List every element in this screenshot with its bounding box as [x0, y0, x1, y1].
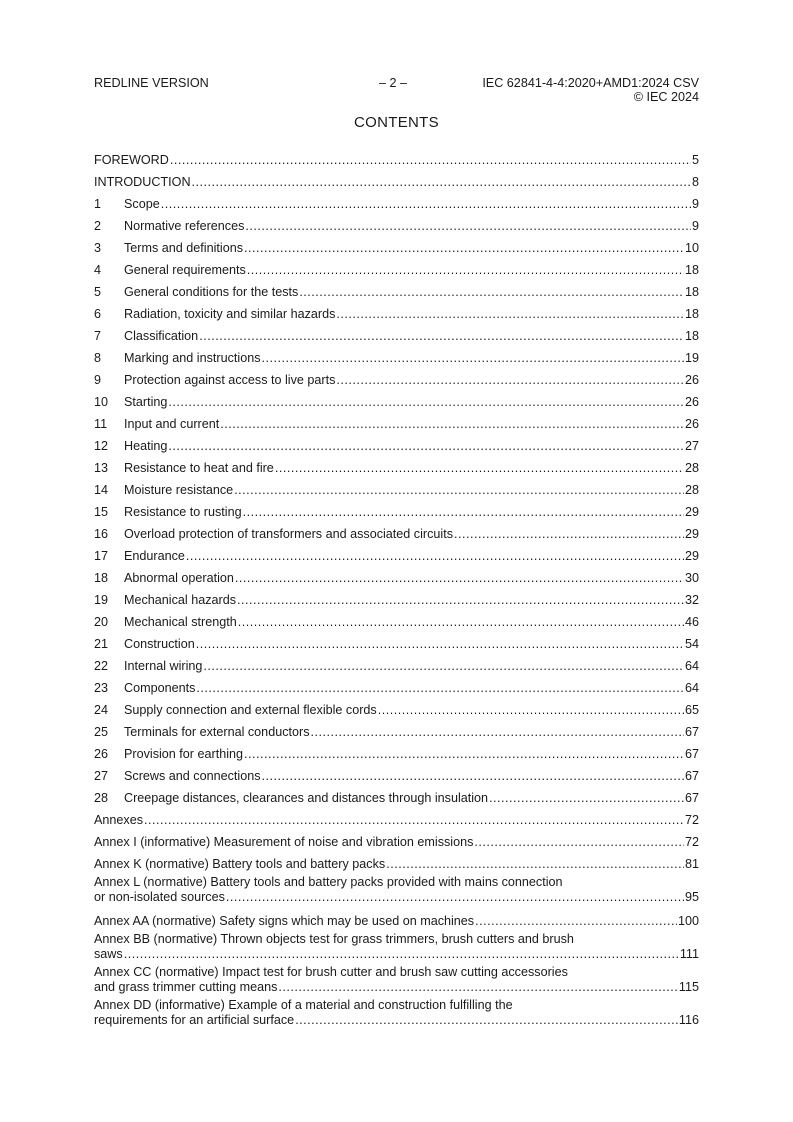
toc-entry-page: 19	[684, 351, 699, 365]
toc-entry-number: 6	[94, 307, 102, 321]
toc-entry-number: 27	[94, 769, 109, 783]
toc-entry-page: 67	[684, 791, 699, 805]
toc-leader-dots	[262, 351, 684, 366]
toc-entry-page: 18	[684, 285, 699, 299]
toc-leader-dots	[196, 681, 684, 696]
toc-entry[interactable]	[94, 366, 699, 388]
toc-annex-title-line1: Annex DD (informative) Example of a material and construction fulfilling the	[94, 998, 513, 1012]
toc-leader-dots	[243, 505, 684, 520]
toc-entry-number: 10	[94, 395, 109, 409]
toc-leader-dots	[336, 307, 684, 322]
toc-entry-title: Radiation, toxicity and similar hazards	[124, 307, 336, 321]
toc-annex-title: Annex K (normative) Battery tools and battery packs	[94, 857, 386, 871]
toc-leader-dots	[247, 263, 684, 278]
toc-leader-dots	[474, 835, 684, 850]
toc-entry-number: 19	[94, 593, 109, 607]
toc-entry-page: 26	[684, 417, 699, 431]
toc-entry[interactable]	[94, 454, 699, 476]
toc-entry-title: Components	[124, 681, 196, 695]
toc-entry-number: 26	[94, 747, 109, 761]
toc-entry[interactable]	[94, 520, 699, 542]
toc-entry-number: 8	[94, 351, 102, 365]
document-identifier	[482, 76, 699, 104]
toc-annex-title-line1: Annex BB (normative) Thrown objects test for grass trimmers, brush cutters and brush	[94, 932, 574, 946]
toc-entry[interactable]	[94, 674, 699, 696]
toc-entry[interactable]	[94, 168, 699, 190]
toc-leader-dots	[238, 615, 684, 630]
toc-annex-title: Annex I (informative) Measurement of noise and vibration emissions	[94, 835, 474, 849]
toc-entry-number: 21	[94, 637, 109, 651]
page-title: CONTENTS	[354, 114, 439, 131]
toc-entry-title: Starting	[124, 395, 168, 409]
toc-entry-page: 64	[684, 659, 699, 673]
toc-annex-title-line2: or non-isolated sources	[94, 890, 225, 904]
toc-entry-page: 67	[684, 747, 699, 761]
toc-entry-number: 16	[94, 527, 109, 541]
toc-leader-dots	[336, 373, 684, 388]
toc-entry-page: 67	[684, 725, 699, 739]
toc-annex-title-line2-row	[94, 1013, 699, 1028]
toc-entry-title: Terminals for external conductors	[124, 725, 310, 739]
standard-number: IEC 62841-4-4:2020+AMD1:2024 CSV	[482, 76, 699, 90]
toc-entry-title: Screws and connections	[124, 769, 261, 783]
toc-entry-page: 10	[684, 241, 699, 255]
toc-entry-page: 28	[684, 461, 699, 475]
toc-entry[interactable]	[94, 652, 699, 674]
toc-leader-dots	[168, 395, 684, 410]
toc-entry-page: 8	[691, 175, 699, 189]
toc-entry-page: 29	[684, 549, 699, 563]
toc-entry-page: 54	[684, 637, 699, 651]
toc-entry-number: 12	[94, 439, 109, 453]
toc-entry-title: Overload protection of transformers and associated circuits	[124, 527, 453, 541]
toc-entry-title: Supply connection and external flexible cords	[124, 703, 377, 717]
toc-annex-page: 116	[678, 1013, 699, 1027]
toc-leader-dots	[475, 914, 677, 929]
toc-leader-dots	[186, 549, 684, 564]
toc-entry[interactable]	[94, 146, 699, 168]
toc-entry-number: 15	[94, 505, 109, 519]
toc-entry-number: 17	[94, 549, 109, 563]
toc-entry[interactable]	[94, 784, 699, 806]
toc-leader-dots	[299, 285, 684, 300]
toc-entry-page: 29	[684, 505, 699, 519]
toc-entry-number: 20	[94, 615, 109, 629]
toc-leader-dots	[226, 890, 684, 905]
toc-leader-dots	[144, 813, 684, 828]
toc-entry-page: 28	[684, 483, 699, 497]
toc-entry-page: 26	[684, 395, 699, 409]
toc-annex-title-line2: and grass trimmer cutting means	[94, 980, 278, 994]
toc-leader-dots	[454, 527, 684, 542]
toc-entry-title: Heating	[124, 439, 168, 453]
page-number: – 2 –	[379, 76, 408, 90]
toc-entry[interactable]	[94, 256, 699, 278]
toc-entry[interactable]	[94, 630, 699, 652]
toc-leader-dots	[244, 241, 684, 256]
toc-leader-dots	[278, 980, 678, 995]
toc-entry-title: Internal wiring	[124, 659, 203, 673]
toc-annex-page: 95	[684, 890, 699, 904]
toc-leader-dots	[234, 483, 684, 498]
toc-entry-number: 9	[94, 373, 102, 387]
toc-entry-number: 23	[94, 681, 109, 695]
toc-leader-dots	[192, 175, 691, 190]
toc-annex-entry[interactable]	[94, 875, 699, 905]
toc-leader-dots	[311, 725, 684, 740]
toc-entry-number: 1	[94, 197, 102, 211]
toc-annex-entry[interactable]	[94, 907, 699, 929]
toc-annex-title-line2-row	[94, 947, 699, 962]
toc-annex-entry[interactable]	[94, 850, 699, 872]
toc-entry[interactable]	[94, 542, 699, 564]
toc-entry-page: 9	[691, 219, 699, 233]
toc-leader-dots	[196, 637, 684, 652]
toc-leader-dots	[203, 659, 684, 674]
toc-annex-title-line2: saws	[94, 947, 123, 961]
toc-entry-title: Input and current	[124, 417, 220, 431]
toc-annex-entries	[94, 806, 699, 872]
toc-entry[interactable]	[94, 300, 699, 322]
toc-entry-page: 18	[684, 307, 699, 321]
toc-entry-number: 28	[94, 791, 109, 805]
toc-entry-number: 2	[94, 219, 102, 233]
toc-entry[interactable]	[94, 432, 699, 454]
toc-entry-page: 32	[684, 593, 699, 607]
toc-annex-page: 72	[684, 835, 699, 849]
toc-leader-dots	[262, 769, 684, 784]
toc-entry-title: Mechanical strength	[124, 615, 237, 629]
toc-annex-entry[interactable]	[94, 828, 699, 850]
toc-entry[interactable]	[94, 410, 699, 432]
toc-annex-title-line2: requirements for an artificial surface	[94, 1013, 295, 1027]
toc-annex-entry[interactable]	[94, 998, 699, 1028]
toc-entry-number: 22	[94, 659, 109, 673]
toc-entry[interactable]	[94, 762, 699, 784]
toc-entry-page: 64	[684, 681, 699, 695]
toc-leader-dots	[489, 791, 684, 806]
toc-entry[interactable]	[94, 388, 699, 410]
toc-entry-title: FOREWORD	[94, 153, 169, 167]
toc-leader-dots	[295, 1013, 678, 1028]
toc-entry-number: 7	[94, 329, 102, 343]
toc-entry-title: Mechanical hazards	[124, 593, 237, 607]
toc-entry[interactable]	[94, 696, 699, 718]
toc-leader-dots	[378, 703, 684, 718]
toc-entry[interactable]	[94, 586, 699, 608]
toc-entry[interactable]	[94, 498, 699, 520]
toc-annex-title-line2-row	[94, 980, 699, 995]
toc-leader-dots	[386, 857, 684, 872]
toc-entry-title: Endurance	[124, 549, 185, 563]
toc-leader-dots	[237, 593, 684, 608]
toc-entry-page: 27	[684, 439, 699, 453]
toc-entry[interactable]	[94, 718, 699, 740]
toc-entry[interactable]	[94, 278, 699, 300]
toc-leader-dots	[220, 417, 684, 432]
toc-leader-dots	[235, 571, 684, 586]
toc-entry-number: 11	[94, 417, 108, 431]
toc-leader-dots	[170, 153, 691, 168]
toc-entry[interactable]	[94, 344, 699, 366]
toc-entry-title: Construction	[124, 637, 195, 651]
toc-entry-page: 65	[684, 703, 699, 717]
toc-leader-dots	[161, 197, 691, 212]
toc-entry-title: Normative references	[124, 219, 245, 233]
toc-annex-title-line1: Annex L (normative) Battery tools and battery packs provided with mains connection	[94, 875, 563, 889]
toc-entry-number: 5	[94, 285, 102, 299]
toc-entry[interactable]	[94, 740, 699, 762]
toc-entry-title: Marking and instructions	[124, 351, 261, 365]
toc-entry-page: 5	[691, 153, 699, 167]
toc-entry-page: 30	[684, 571, 699, 585]
toc-entry-title: General conditions for the tests	[124, 285, 299, 299]
toc-entry-number: 3	[94, 241, 102, 255]
toc-leader-dots	[275, 461, 684, 476]
toc-leader-dots	[124, 947, 679, 962]
toc-annex-title: Annex AA (normative) Safety signs which may be used on machines	[94, 914, 475, 928]
toc-entry-title: General requirements	[124, 263, 246, 277]
toc-entry[interactable]	[94, 190, 699, 212]
toc-entry-title: Scope	[124, 197, 160, 211]
toc-leader-dots	[168, 439, 684, 454]
toc-annex-page: 81	[684, 857, 699, 871]
toc-main-entries	[94, 146, 699, 806]
toc-entry-page: 18	[684, 263, 699, 277]
toc-entry-title: Terms and definitions	[124, 241, 244, 255]
table-of-contents	[94, 146, 699, 1030]
toc-annex-title: Annexes	[94, 813, 144, 827]
toc-entry-number: 14	[94, 483, 109, 497]
toc-entry-page: 26	[684, 373, 699, 387]
toc-annex-page: 100	[677, 914, 699, 928]
toc-annex-page: 72	[684, 813, 699, 827]
toc-annex-title-line1: Annex CC (normative) Impact test for brush cutter and brush saw cutting accessories	[94, 965, 568, 979]
toc-leader-dots	[199, 329, 684, 344]
toc-entry-page: 46	[684, 615, 699, 629]
toc-entry[interactable]	[94, 608, 699, 630]
toc-entry-number: 13	[94, 461, 109, 475]
toc-entry[interactable]	[94, 212, 699, 234]
toc-annex-entry[interactable]	[94, 932, 699, 962]
toc-entry[interactable]	[94, 476, 699, 498]
copyright-notice: © IEC 2024	[633, 90, 699, 104]
toc-entry-title: Abnormal operation	[124, 571, 234, 585]
toc-entry-number: 25	[94, 725, 109, 739]
toc-entry-title: Resistance to heat and fire	[124, 461, 274, 475]
toc-entry-number: 4	[94, 263, 102, 277]
toc-entry-title: Classification	[124, 329, 199, 343]
redline-version-label: REDLINE VERSION	[94, 76, 209, 90]
toc-entry-title: Resistance to rusting	[124, 505, 242, 519]
toc-leader-dots	[245, 219, 691, 234]
toc-entry-title: Provision for earthing	[124, 747, 244, 761]
toc-entry-page: 67	[684, 769, 699, 783]
toc-annex-page: 115	[678, 980, 699, 994]
toc-entry-title: Creepage distances, clearances and distances through insulation	[124, 791, 489, 805]
toc-annex-multiline-entries	[94, 875, 699, 1028]
toc-entry-number: 24	[94, 703, 109, 717]
toc-entry[interactable]	[94, 564, 699, 586]
toc-annex-entry[interactable]	[94, 965, 699, 995]
toc-entry-title: INTRODUCTION	[94, 175, 191, 189]
toc-entry-page: 18	[684, 329, 699, 343]
toc-entry[interactable]	[94, 234, 699, 256]
toc-entry-page: 9	[691, 197, 699, 211]
toc-leader-dots	[244, 747, 684, 762]
toc-entry-title: Moisture resistance	[124, 483, 234, 497]
toc-annex-entry[interactable]	[94, 806, 699, 828]
toc-entry[interactable]	[94, 322, 699, 344]
toc-annex-page: 111	[679, 947, 699, 961]
toc-entry-page: 29	[684, 527, 699, 541]
page-header	[94, 76, 699, 108]
toc-entry-title: Protection against access to live parts	[124, 373, 336, 387]
toc-annex-title-line2-row	[94, 890, 699, 905]
toc-entry-number: 18	[94, 571, 109, 585]
